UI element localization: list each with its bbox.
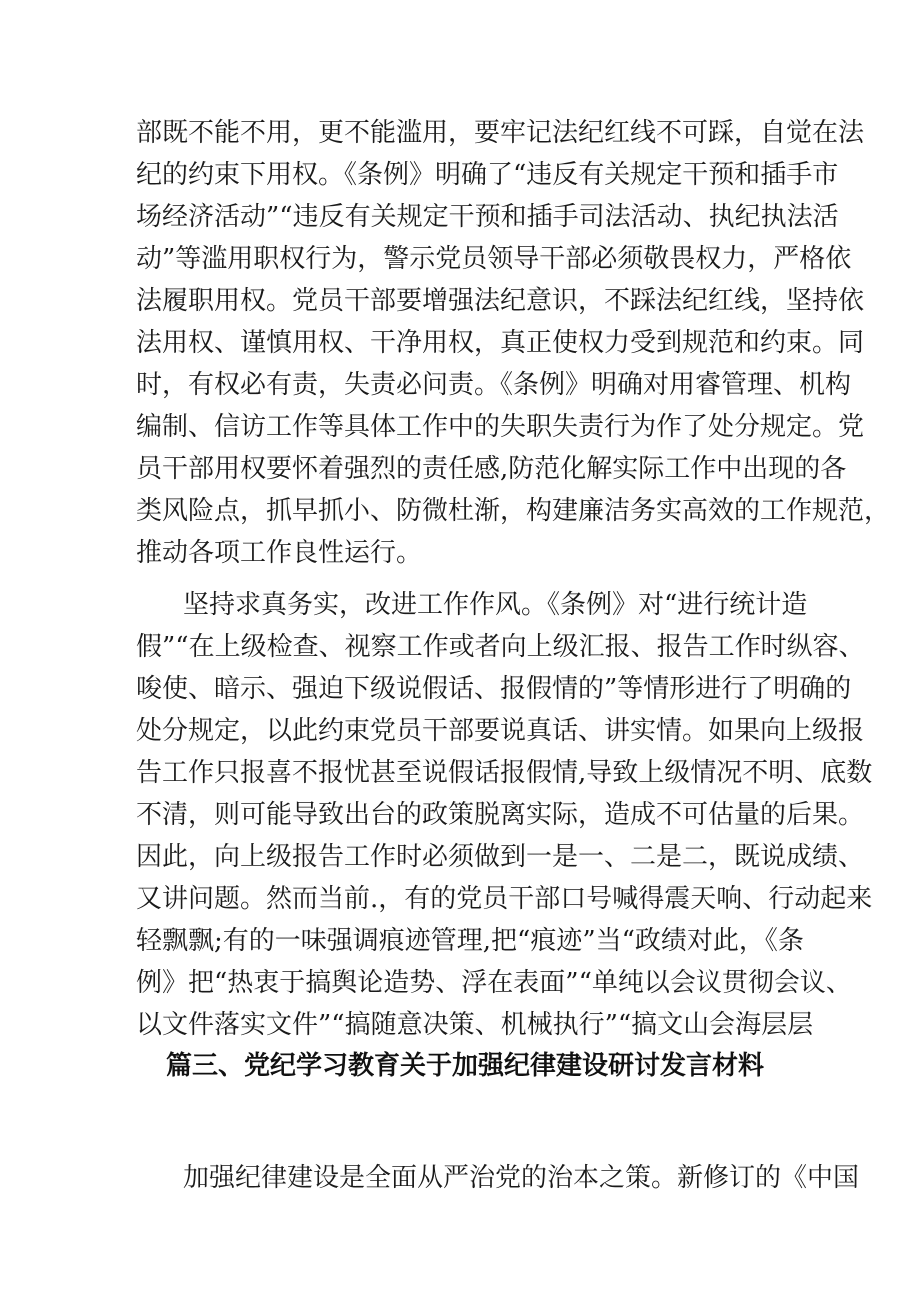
text-line: 不清，则可能导致出台的政策脱离实际，造成不可估量的后果。 <box>136 800 865 830</box>
text-line: 因此，向上级报告工作时必须做到一是一、二是二，既说成绩、 <box>136 842 865 872</box>
text-line: 处分规定，以此约束党员干部要说真话、讲实情。如果向上级报 <box>136 716 865 746</box>
text-line: 以文件落实文件”“搞随意决策、机械执行”“搞文山会海层层 <box>136 1010 814 1040</box>
text-line: 动”等滥用职权行为，警示党员领导干部必须敬畏权力，严格依 <box>136 244 852 274</box>
text-line: 纪的约束下用权。《条例》明确了“违反有关规定干预和插手市 <box>136 160 839 190</box>
text-line: 员干部用权要怀着强烈的责任感,防范化解实际工作中出现的各 <box>136 454 847 484</box>
text-line: 类风险点，抓早抓小、防微杜渐，构建廉洁务实高效的工作规范， <box>136 496 891 526</box>
text-line: 推动各项工作良性运行。 <box>136 538 423 568</box>
text-line: 时，有权必有责，失责必问责。《条例》明确对用睿管理、机构 <box>136 370 852 400</box>
text-line: 编制、信访工作等具体工作中的失职失责行为作了处分规定。党 <box>136 412 865 442</box>
text-line: 轻飘飘;有的一味强调痕迹管理,把“痕迹”当“政绩对此，《条 <box>136 926 804 956</box>
text-line: 加强纪律建设是全面从严治党的治本之策。新修订的《中国 <box>183 1163 860 1193</box>
text-line: 坚持求真务实，改进工作作风。《条例》对“进行统计造 <box>183 590 808 620</box>
text-line: 部既不能不用，更不能滥用，要牢记法纪红线不可踩，自觉在法 <box>136 118 865 148</box>
section-heading: 篇三、党纪学习教育关于加强纪律建设研讨发言材料 <box>166 1051 765 1081</box>
text-line: 告工作只报喜不报忧甚至说假话报假情,导致上级情况不明、底数 <box>136 758 873 788</box>
text-line: 场经济活动”“违反有关规定干预和插手司法活动、执纪执法活 <box>136 202 839 232</box>
text-line: 假”“在上级检查、视察工作或者向上级汇报、报告工作时纵容、 <box>136 632 865 662</box>
text-line: 法履职用权。党员干部要增强法纪意识，不踩法纪红线，坚持依 <box>136 286 865 316</box>
text-line: 法用权、谨慎用权、干净用权，真正使权力受到规范和约束。同 <box>136 328 865 358</box>
text-line: 例》把“热衷于搞舆论造势、浮在表面”“单纯以会议贯彻会议、 <box>136 968 852 998</box>
text-line: 又讲问题。然而当前.，有的党员干部口号喊得震天响、行动起来 <box>136 884 873 914</box>
text-line: 唆使、暗示、强迫下级说假话、报假情的”等情形进行了明确的 <box>136 674 852 704</box>
